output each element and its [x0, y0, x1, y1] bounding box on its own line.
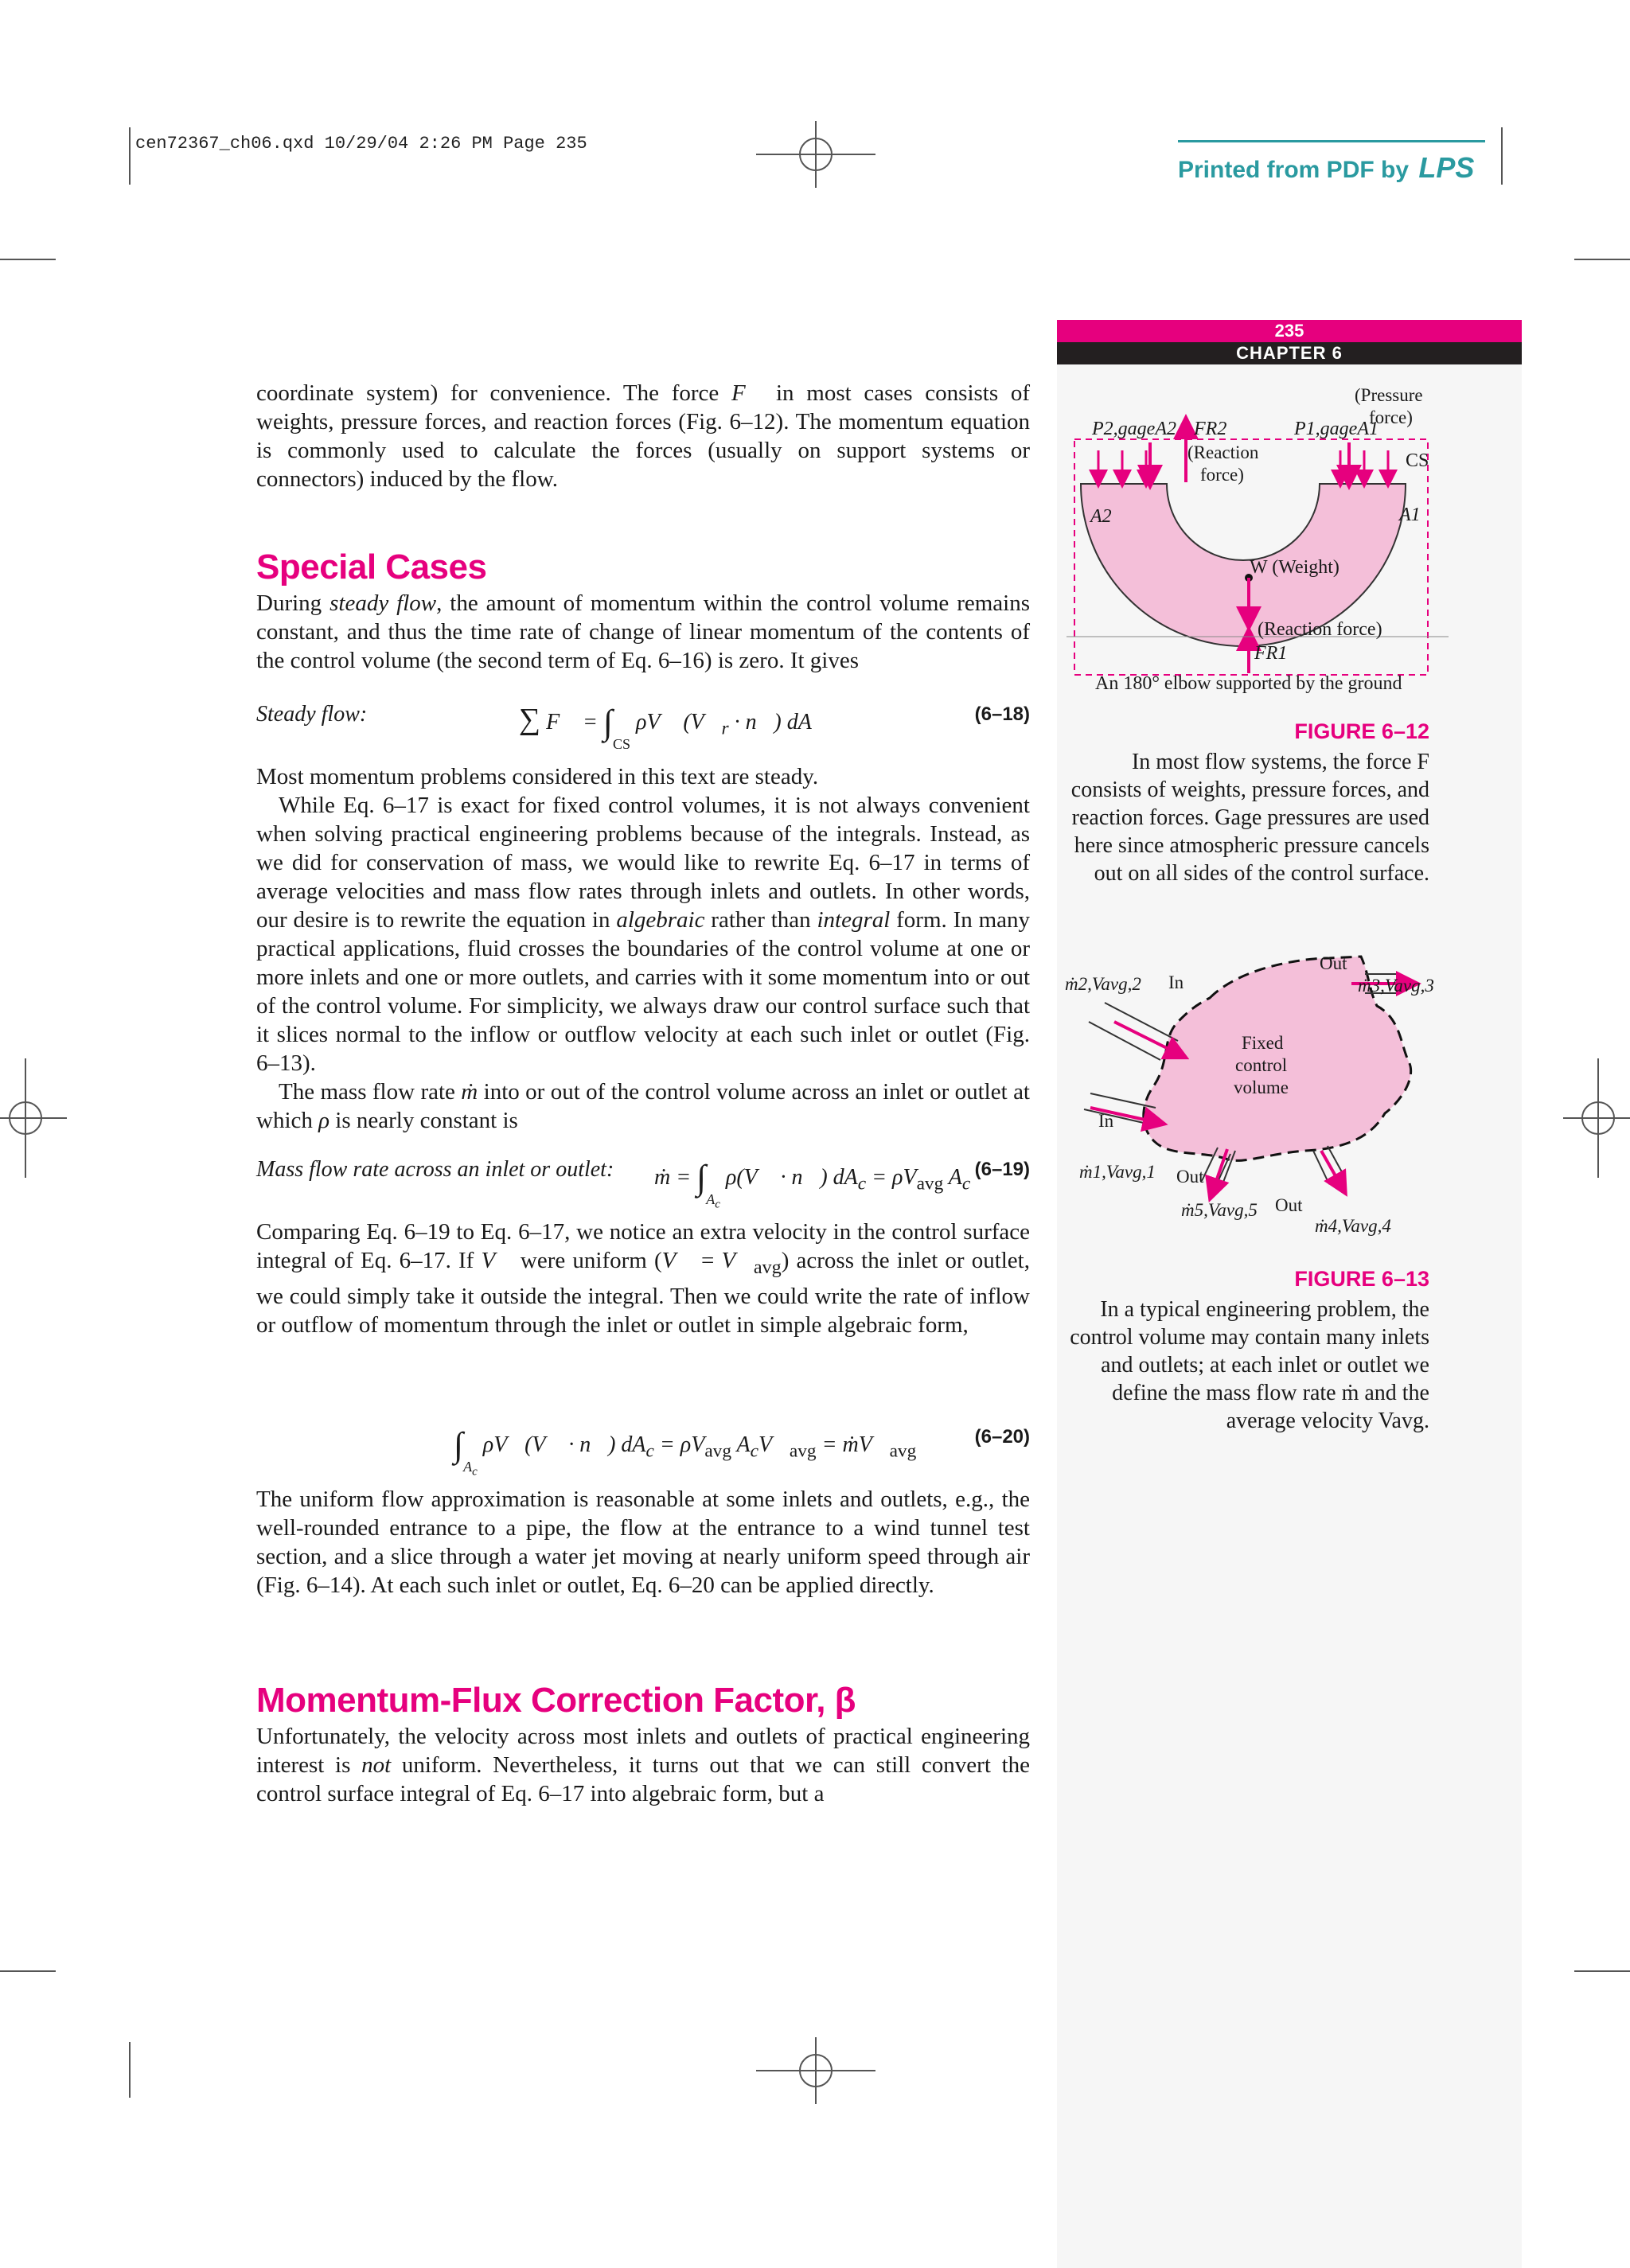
crop-mark [1501, 127, 1503, 185]
fig13-label-fixed3: volume [1234, 1077, 1289, 1097]
chapter-label: CHAPTER 6 [1057, 342, 1522, 364]
fig12-label-reaction-bottom: (Reaction force) [1258, 619, 1382, 640]
equation-6-19 [256, 1149, 1030, 1211]
figure-6-13-caption: In a typical engineering problem, the control volume may contain many inlets and outlets; at each inlet or outlet we define the mass flow rate ṁ and the average velocity Vavg. [1070, 1297, 1429, 1433]
figure-6-12-title: FIGURE 6–12 [1294, 719, 1429, 743]
fig12-label-fr1: FR1 [1254, 643, 1288, 664]
crop-mark [1574, 259, 1630, 260]
fig13-label-m1: ṁ1,Vavg,1 [1079, 1162, 1156, 1182]
equation-6-18 [256, 694, 1030, 752]
fig13-label-in-top: In [1168, 972, 1184, 992]
fig13-label-m5: ṁ5,Vavg,5 [1181, 1200, 1258, 1220]
lps-rule [1178, 140, 1485, 142]
fig12-label-a2: A2 [1090, 506, 1112, 527]
paragraph-4: While Eq. 6–17 is exact for fixed control volumes, it is not always convenient when solving practical engineering problems because of the integrals. Instead, as we did for conservation of mass, we would like to rewrite Eq. 6–17 in terms of average velocities and mass flow rates through inlets and outlets. In other words, our desire is to rewrite the equation in algebraic rather than integral form. In many practical applications, fluid crosses the boundaries of the control volume at one or more inlets and one or more outlets, and carries with it some momentum into or out of the control volume. For simplicity, we always draw our control surface such that it slices normal to the inflow or outflow velocity at each such inlet or outlet (Fig. 6–13). [256, 793, 1030, 1076]
fig12-label-pressure: (Pressure [1355, 385, 1423, 405]
eq19-number: (6–19) [974, 1159, 1030, 1180]
registration-target-left [0, 1058, 67, 1178]
fig13-label-in-left: In [1098, 1111, 1114, 1131]
heading-special-cases: Special Cases [256, 548, 487, 586]
eq19-body: ṁ = $\int_{A_c}$ ρ(V⃗ · n⃗) $dA_c = \rho V_{avg}$ $A_c$ [654, 1158, 971, 1211]
fig13-label-out-bottom: Out [1176, 1167, 1204, 1187]
equation-6-20 [256, 1417, 1030, 1479]
heading-momentum-flux-text: Momentum-Flux Correction Factor, β [256, 1681, 856, 1720]
fig13-label-m2: ṁ2,Vavg,2 [1065, 974, 1141, 994]
figure-6-12-caption: In most flow systems, the force F consists of weights, pressure forces, and reaction forces. Gage pressures are used here since atmospheric pressure cancels out on all sides of the control surface. [1070, 750, 1429, 886]
eq20-number: (6–20) [974, 1426, 1030, 1448]
fig13-label-fixed2: control [1235, 1055, 1288, 1075]
crop-mark [129, 127, 131, 185]
paragraph-8: The uniform flow approximation is reasonable at some inlets and outlets, e.g., the well-rounded entrance to a pipe, the flow at the entrance to a wind tunnel test section, and a slice through a water jet moving at nearly uniform speed through air (Fig. 6–14). At each such inlet or outlet, Eq. 6–20 can be applied directly. [256, 1487, 1030, 1598]
eq18-number: (6–18) [974, 703, 1030, 725]
fig13-label-m3: ṁ3,Vavg,3 [1358, 976, 1434, 996]
eq19-label: Mass flow rate across an inlet or outlet: [256, 1157, 614, 1182]
fig12-label-reaction-top2: force) [1200, 465, 1244, 485]
fig13-label-fixed1: Fixed [1242, 1033, 1284, 1053]
fig12-label-a1: A1 [1399, 505, 1421, 525]
heading-momentum-flux [256, 1681, 856, 1720]
paragraph-3: Most momentum problems considered in this text are steady. [256, 764, 819, 789]
fig13-label-m4: ṁ4,Vavg,4 [1315, 1216, 1391, 1236]
slug-line: cen72367_ch06.qxd 10/29/04 2:26 PM Page 235 [135, 134, 587, 154]
paragraph-6: Comparing Eq. 6–19 to Eq. 6–17, we notice an extra velocity in the control surface integral of Eq. 6–17. If V⃗ were uniform (V⃗ = $V⃗_{avg}$) across the inlet or outlet, we could simply take it outside the integral. Then we could write the rate of inflow or outflow of momentum through the inlet or outlet in simple algebraic form, [256, 1219, 1030, 1338]
page-number: 235 [1057, 320, 1522, 342]
fig12-label-reaction-top: (Reaction [1187, 442, 1259, 462]
lps-brand: LPS [1418, 151, 1475, 184]
paragraph-2: During steady flow, the amount of momentum within the control volume remains constant, and thus the time rate of change of linear momentum of the contents of the control volume (the second term of Eq. 6–16) is zero. It gives [256, 590, 1030, 673]
fig12-label-p2: P2,gageA2 [1092, 419, 1176, 439]
fig12-subcaption: An 180° elbow supported by the ground [1095, 673, 1402, 694]
fig13-label-out-right: Out [1275, 1195, 1303, 1215]
eq20-body: $\int_{A_c}$ ρV⃗(V⃗ · n⃗) $dA_c = \rho V_{avg}$ $A_cV⃗_{avg}$ = $ṁV⃗_{avg}$ [454, 1425, 917, 1479]
crop-mark [0, 1970, 56, 1972]
registration-target-bottom [756, 2037, 875, 2104]
registration-target-top [756, 121, 875, 188]
crop-mark [1574, 1970, 1630, 1972]
registration-target-right [1563, 1058, 1630, 1178]
fig12-label-weight: W (Weight) [1250, 557, 1339, 578]
crop-mark [0, 259, 56, 260]
eq18-label: Steady flow: [256, 702, 368, 727]
figure-6-13-title: FIGURE 6–13 [1294, 1267, 1429, 1291]
fig12-label-pressure2: force) [1369, 407, 1413, 427]
crop-mark [129, 2042, 131, 2098]
fig12-label-cs: CS [1406, 450, 1429, 471]
printed-stamp [1178, 151, 1474, 185]
fig12-label-fr2: FR2 [1194, 419, 1227, 439]
paragraph-1: coordinate system) for convenience. The force F⃗ in most cases consists of weights, pressure forces, and reaction forces (Fig. 6–12). The momentum equation is commonly used to calculate the forces (usually on support systems or connectors) induced by the flow. [256, 380, 1030, 492]
fig12-label-p1: P1,gageA1 [1294, 419, 1378, 439]
paragraph-9: Unfortunately, the velocity across most inlets and outlets of practical engineering interest is not uniform. Nevertheless, it turns out that we can still convert the control surface integral of Eq. 6–17 into algebraic form, but a [256, 1724, 1030, 1806]
paragraph-5: The mass flow rate ṁ into or out of the control volume across an inlet or outlet at which ρ is nearly constant is [256, 1079, 1030, 1133]
fig13-label-out-top: Out [1320, 953, 1347, 973]
eq18-body: ∑ F⃗ = $\int_{CS}$ ρV⃗ ($V⃗_r$ · n⃗) dA [519, 703, 812, 752]
printed-from-text: Printed from PDF by [1178, 157, 1410, 183]
